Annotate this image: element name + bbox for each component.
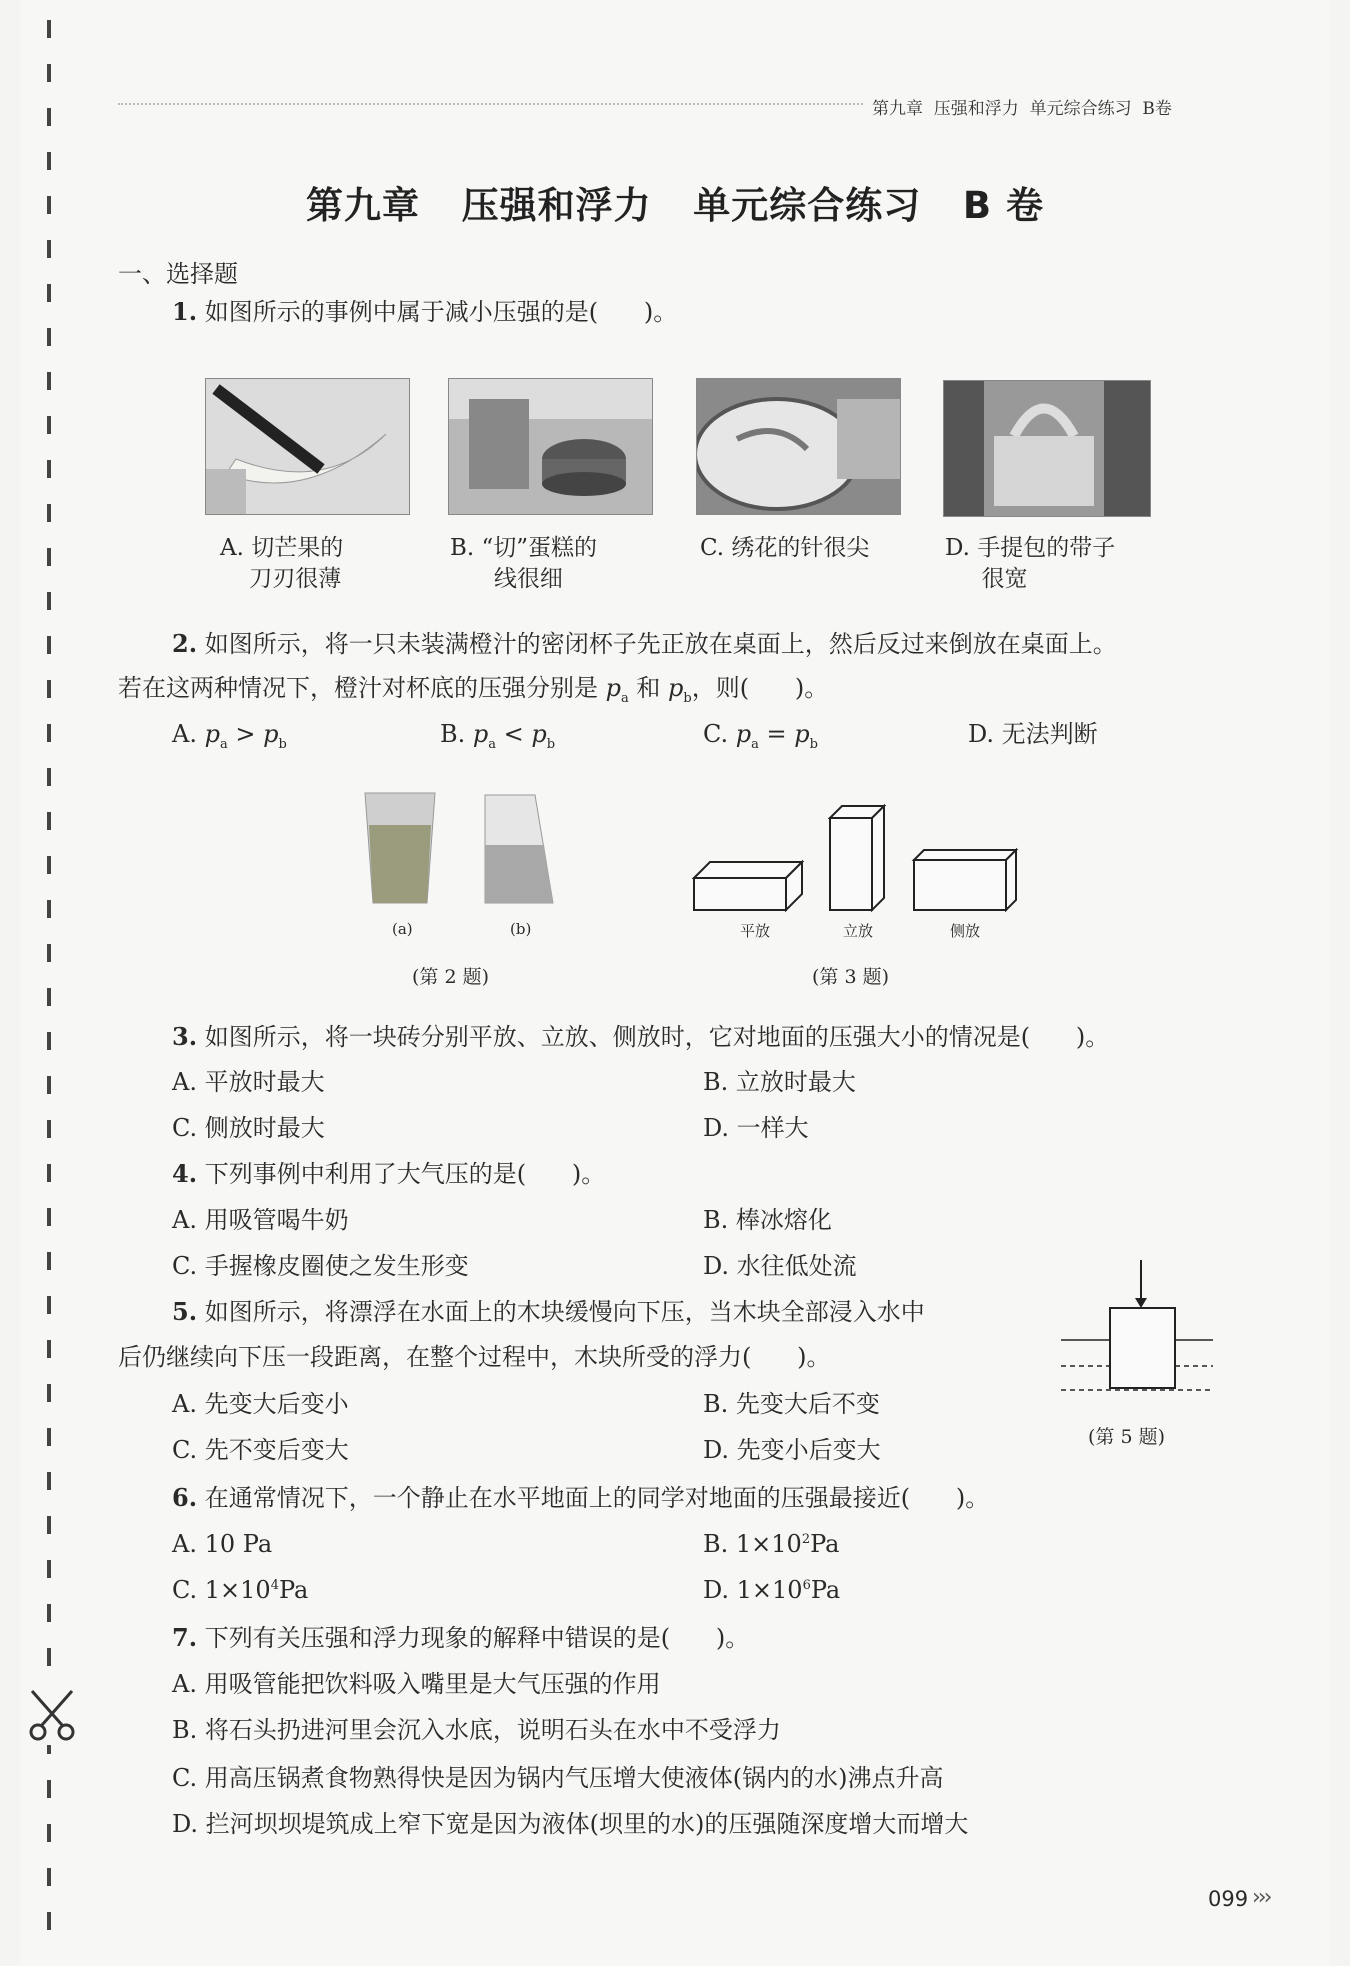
q5-option-d: D. 先变小后变大 xyxy=(703,1436,881,1464)
q2-option-a: A. $p_a > p_b$ xyxy=(172,720,287,752)
q3-label-upright: 立放 xyxy=(843,922,874,940)
q4-option-a: A. 用吸管喝牛奶 xyxy=(172,1206,349,1234)
q1-option-c: C. 绣花的针很尖 xyxy=(700,535,870,561)
q5-stem-line2: 后仍继续向下压一段距离，在整个过程中，木块所受的浮力( )。 xyxy=(118,1343,831,1371)
q6-option-d: D. $1\times 10^6Pa$ xyxy=(703,1576,841,1604)
q2-caption: (第 2 题) xyxy=(412,966,489,988)
q3-stem: 3. 如图所示，将一块砖分别平放、立放、侧放时，它对地面的压强大小的情况是( )。 xyxy=(172,1022,1110,1051)
q1-option-b: B. “切”蛋糕的 线很细 xyxy=(450,535,598,592)
q2-fig-b-label: (b) xyxy=(510,920,532,938)
q7-option-c: C. 用高压锅煮食物熟得快是因为锅内气压增大使液体(锅内的水)沸点升高 xyxy=(172,1764,944,1792)
q6-stem: 6. 在通常情况下，一个静止在水平地面上的同学对地面的压强最接近( )。 xyxy=(172,1483,990,1512)
page-title: 第九章 压强和浮力 单元综合练习 B 卷 xyxy=(305,184,1044,227)
q3-option-c: C. 侧放时最大 xyxy=(172,1114,325,1142)
q2-stem-line2: 若在这两种情况下，橙汁对杯底的压强分别是 $p_a$ 和 $p_b$，则( )。 xyxy=(118,674,829,706)
q7-option-d: D. 拦河坝坝堤筑成上窄下宽是因为液体(坝里的水)的压强随深度增大而增大 xyxy=(172,1810,969,1838)
running-header: 第九章 压强和浮力 单元综合练习 B卷 xyxy=(872,99,1172,119)
q3-bricks-figure xyxy=(690,800,1030,915)
q5-block-figure xyxy=(1055,1258,1215,1398)
q3-caption: (第 3 题) xyxy=(812,966,889,988)
q2-cups-figure xyxy=(355,785,565,915)
q3-label-flat: 平放 xyxy=(740,922,771,940)
q1-photo-embroidery xyxy=(696,378,901,515)
header-rule xyxy=(118,103,863,105)
scissors-icon xyxy=(22,1685,82,1745)
q1-photo-mango xyxy=(205,378,410,515)
q1-option-a: A. 切芒果的 刀刃很薄 xyxy=(220,535,344,592)
page-number: 099 xyxy=(1208,1887,1249,1911)
q2-fig-a-label: (a) xyxy=(392,920,413,938)
q7-option-b: B. 将石头扔进河里会沉入水底，说明石头在水中不受浮力 xyxy=(172,1716,781,1744)
q6-option-a: A. 10 Pa xyxy=(172,1530,273,1558)
q4-option-b: B. 棒冰熔化 xyxy=(703,1206,832,1234)
chevrons-right-icon: ››› xyxy=(1252,1885,1270,1910)
q1-photo-cake xyxy=(448,378,653,515)
q4-stem: 4. 下列事例中利用了大气压的是( )。 xyxy=(172,1159,606,1188)
q3-option-b: B. 立放时最大 xyxy=(703,1068,856,1096)
q3-label-side: 侧放 xyxy=(950,922,981,940)
q6-option-b: B. $1\times 10^2Pa$ xyxy=(703,1530,840,1558)
section-heading: 一、选择题 xyxy=(118,260,238,288)
q5-stem-line1: 5. 如图所示，将漂浮在水面上的木块缓慢向下压，当木块全部浸入水中 xyxy=(172,1297,925,1326)
q4-option-d: D. 水往低处流 xyxy=(703,1252,857,1280)
q2-stem-line1: 2. 如图所示，将一只未装满橙汁的密闭杯子先正放在桌面上，然后反过来倒放在桌面上。 xyxy=(172,629,1117,658)
q3-option-d: D. 一样大 xyxy=(703,1114,809,1142)
q6-option-c: C. $1\times 10^4Pa$ xyxy=(172,1576,309,1604)
q5-option-c: C. 先不变后变大 xyxy=(172,1436,349,1464)
q2-option-d: D. 无法判断 xyxy=(968,720,1098,748)
q5-option-b: B. 先变大后不变 xyxy=(703,1390,880,1418)
q7-option-a: A. 用吸管能把饮料吸入嘴里是大气压强的作用 xyxy=(172,1670,661,1698)
q2-option-c: C. $p_a = p_b$ xyxy=(703,720,818,752)
q4-option-c: C. 手握橡皮圈使之发生形变 xyxy=(172,1252,469,1280)
q3-option-a: A. 平放时最大 xyxy=(172,1068,325,1096)
q7-stem: 7. 下列有关压强和浮力现象的解释中错误的是( )。 xyxy=(172,1623,750,1652)
q5-option-a: A. 先变大后变小 xyxy=(172,1390,349,1418)
q1-photo-handbag xyxy=(943,380,1151,517)
q1-option-d: D. 手提包的带子 很宽 xyxy=(945,535,1116,592)
q1-stem: 1. 如图所示的事例中属于减小压强的是( )。 xyxy=(172,297,678,326)
cut-line xyxy=(47,20,51,1950)
q2-option-b: B. $p_a < p_b$ xyxy=(440,720,556,752)
q5-caption: (第 5 题) xyxy=(1088,1426,1165,1448)
